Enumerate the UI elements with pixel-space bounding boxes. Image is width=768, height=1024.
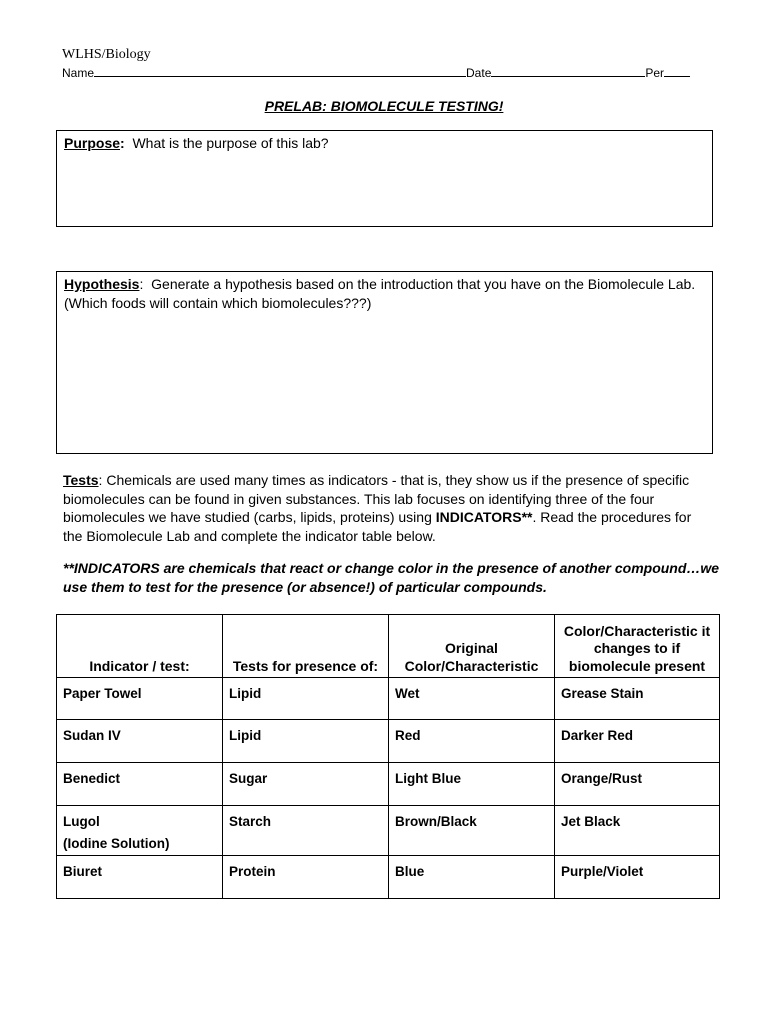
purpose-label: Purpose <box>64 135 121 151</box>
hypothesis-label: Hypothesis <box>64 276 140 292</box>
purpose-prompt: Purpose: What is the purpose of this lab? <box>64 135 329 151</box>
tests-label: Tests <box>63 472 99 488</box>
student-info-line <box>62 65 690 80</box>
cell-original-color: Blue <box>389 856 555 899</box>
lugol-subtitle: (Iodine Solution) <box>63 836 170 851</box>
cell-indicator: Benedict <box>57 763 223 806</box>
indicators-term: INDICATORS** <box>435 509 533 525</box>
cell-changed-color: Orange/Rust <box>555 763 720 806</box>
date-label: Date <box>466 66 492 80</box>
cell-original-color: Brown/Black <box>389 806 555 856</box>
header-original-color: Original Color/Characteristic <box>389 615 555 678</box>
cell-original-color: Red <box>389 720 555 763</box>
date-blank[interactable] <box>491 65 645 77</box>
tests-paragraph: Tests: Chemicals are used many times as indicators - that is, they show us if the presence of specific biomolecules can be found in given substances. This lab focuses on identifying three of the four biomolecules we have studied (carbs, lipids, proteins) using INDICATORS**. Read the procedures for the Biomolecule Lab and complete the indicator table below. <box>63 472 692 544</box>
period-label: Per <box>645 66 665 80</box>
cell-tests-for: Lipid <box>223 678 389 720</box>
cell-original-color: Light Blue <box>389 763 555 806</box>
cell-changed-color: Jet Black <box>555 806 720 856</box>
cell-changed-color: Purple/Violet <box>555 856 720 899</box>
table-row <box>57 856 720 899</box>
cell-tests-for: Sugar <box>223 763 389 806</box>
cell-changed-color: Darker Red <box>555 720 720 763</box>
header-indicator: Indicator / test: <box>57 615 223 678</box>
page-title: PRELAB: BIOMOLECULE TESTING! <box>264 98 504 114</box>
cell-changed-color: Grease Stain <box>555 678 720 720</box>
hypothesis-box[interactable] <box>56 271 713 454</box>
name-label: Name <box>62 66 95 80</box>
cell-indicator: Biuret <box>57 856 223 899</box>
hypothesis-prompt: Hypothesis: Generate a hypothesis based on the introduction that you have on the Biomolecule Lab. (Which foods will contain which biomolecules???) <box>64 276 696 311</box>
period-blank[interactable] <box>664 65 690 77</box>
cell-tests-for: Starch <box>223 806 389 856</box>
hypothesis-instructions: Generate a hypothesis based on the introduction that you have on the Biomolecule Lab. (Which foods will contain which biomolecules???) <box>64 276 696 311</box>
lugol-name: Lugol <box>63 814 100 829</box>
table-row <box>57 678 720 720</box>
purpose-box[interactable] <box>56 130 713 227</box>
table-row <box>57 763 720 806</box>
cell-tests-for: Lipid <box>223 720 389 763</box>
school-course-label: WLHS/Biology <box>62 47 151 62</box>
tests-text: Chemicals are used many times as indicators - that is, they show us if the presence of specific biomolecules can be found in given substances. This lab focuses on identifying three of the four biomolecules we have studied (carbs, lipids, proteins) using <box>63 472 690 525</box>
cell-indicator <box>57 806 223 856</box>
cell-indicator: Paper Towel <box>57 678 223 720</box>
name-blank[interactable] <box>94 65 466 77</box>
header-tests-for: Tests for presence of: <box>223 615 389 678</box>
purpose-question: What is the purpose of this lab? <box>132 135 329 151</box>
cell-original-color: Wet <box>389 678 555 720</box>
table-row <box>57 806 720 856</box>
indicator-table <box>56 614 720 899</box>
table-row <box>57 720 720 763</box>
cell-tests-for: Protein <box>223 856 389 899</box>
header-changed-color: Color/Characteristic it changes to if biomolecule present <box>555 615 720 678</box>
cell-indicator: Sudan IV <box>57 720 223 763</box>
indicators-note: **INDICATORS are chemicals that react or change color in the presence of another compound…we use them to test for the presence (or absence!) of particular compounds. <box>63 560 720 595</box>
table-header-row <box>57 615 720 678</box>
tests-text-end: . Read the procedures for the Biomolecule Lab and complete the indicator table below. <box>63 509 692 544</box>
